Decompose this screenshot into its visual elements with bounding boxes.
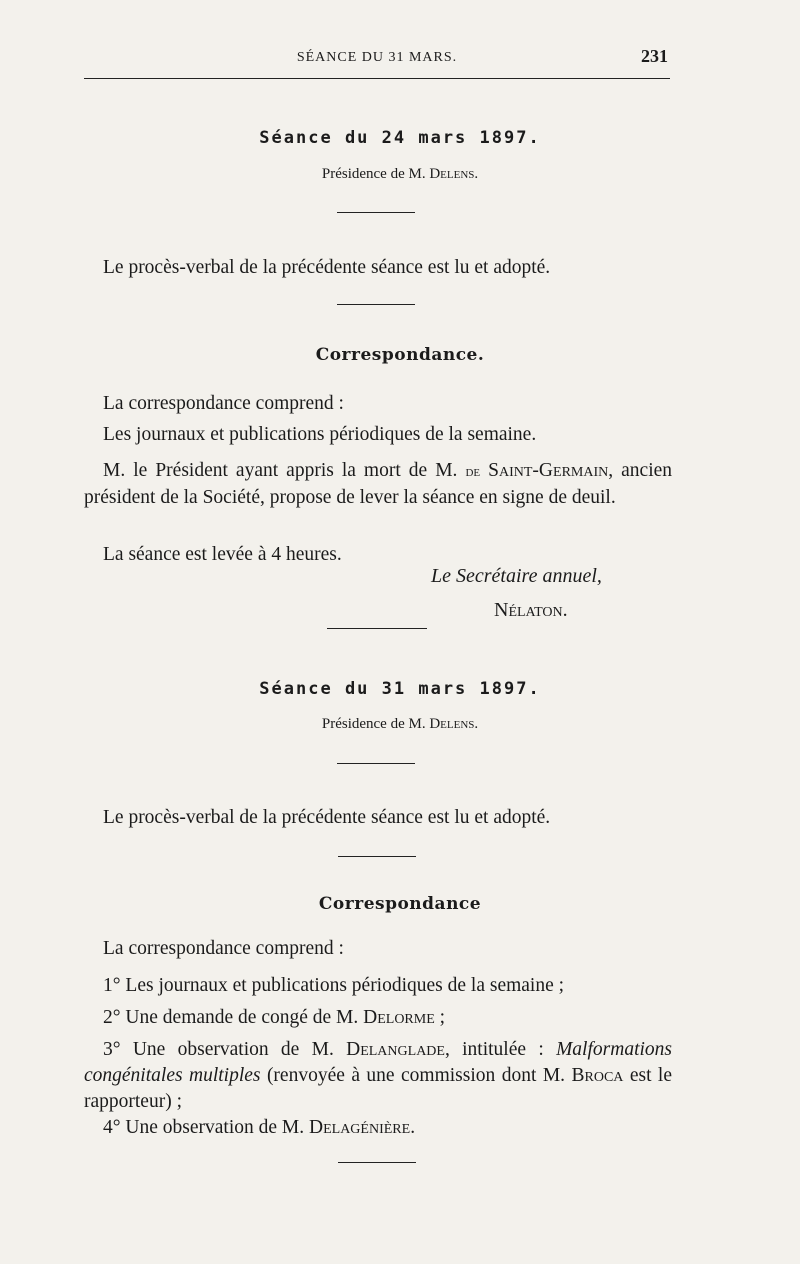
deuil-part-1: M. le Président ayant appris la mort de M. <box>103 460 466 481</box>
presidence-prefix: Présidence de M. <box>321 716 430 732</box>
seance-2-item-2 <box>84 1005 672 1031</box>
seance-1-correspondance-heading: Correspondance. <box>315 345 485 365</box>
item-3-prefix: 3° Une observation de M. <box>103 1039 347 1060</box>
seance-1-deuil-paragraph <box>84 458 672 511</box>
seance-2-proces-verbal: Le procès-verbal de la précédente séance est lu et adopté. <box>103 807 551 828</box>
item-3-title: Malformations congénitales multiples <box>84 1039 672 1086</box>
deuil-particle: de <box>465 464 481 480</box>
item-3-rapporteur: Broca <box>571 1065 624 1086</box>
separator-rule <box>337 212 415 213</box>
presidence-suffix: . <box>474 166 479 182</box>
seance-2-item-1: 1° Les journaux et publications périodiques de la semaine ; <box>103 975 565 996</box>
seance-1-correspondance-item: Les journaux et publications périodiques de la semaine. <box>103 424 537 445</box>
president-name: Delens <box>429 716 475 732</box>
separator-rule <box>338 856 416 857</box>
running-head <box>84 46 670 72</box>
seance-2-title: Séance du 31 mars 1897. <box>259 679 541 699</box>
item-2-name: Delorme <box>363 1007 435 1028</box>
seance-2-correspondance-intro: La correspondance comprend : <box>103 938 344 959</box>
seance-2-item-4 <box>84 1115 672 1141</box>
presidence-prefix: Présidence de M. <box>321 166 430 182</box>
separator-rule <box>337 763 415 764</box>
signature-suffix: . <box>562 599 568 621</box>
signature-title: Le Secrétaire annuel, <box>431 565 602 587</box>
item-4-suffix: . <box>410 1117 416 1138</box>
seance-2-presidence <box>0 716 800 733</box>
seance-2-correspondance-heading: Correspondance <box>318 894 482 914</box>
running-title: SÉANCE DU 31 MARS. <box>296 50 458 65</box>
seance-1-correspondance-intro: La correspondance comprend : <box>103 393 344 414</box>
presidence-suffix: . <box>474 716 479 732</box>
seance-1-levee: La séance est levée à 4 heures. <box>103 544 342 565</box>
item-4-prefix: 4° Une observation de M. <box>103 1117 310 1138</box>
seance-1-title: Séance du 24 mars 1897. <box>259 128 541 148</box>
separator-rule <box>337 304 415 305</box>
item-2-prefix: 2° Une demande de congé de M. <box>103 1007 364 1028</box>
seance-2-item-3 <box>84 1037 672 1115</box>
secretary-name: Nélaton <box>494 599 563 621</box>
deuil-name: Saint-Germain <box>488 460 609 481</box>
item-2-suffix: ; <box>434 1007 446 1028</box>
deuil-part-2: , ancien président de la Société, propose de lever la séance en signe de deuil. <box>84 460 673 508</box>
separator-rule <box>327 628 427 629</box>
item-3-suffix: est le rapporteur) ; <box>84 1065 673 1112</box>
seance-1-presidence <box>0 166 800 183</box>
item-3-name: Delanglade <box>346 1039 445 1060</box>
separator-rule <box>338 1162 416 1163</box>
item-3-mid-2: (renvoyée à une commission dont M. <box>260 1065 572 1086</box>
item-3-mid: , intitulée : <box>444 1039 557 1060</box>
header-rule <box>84 78 670 79</box>
page-number: 231 <box>641 46 668 66</box>
seance-1-proces-verbal: Le procès-verbal de la précédente séance est lu et adopté. <box>103 257 551 278</box>
signature-name <box>494 599 568 622</box>
item-4-name: Delagénière <box>309 1117 411 1138</box>
president-name: Delens <box>429 166 475 182</box>
